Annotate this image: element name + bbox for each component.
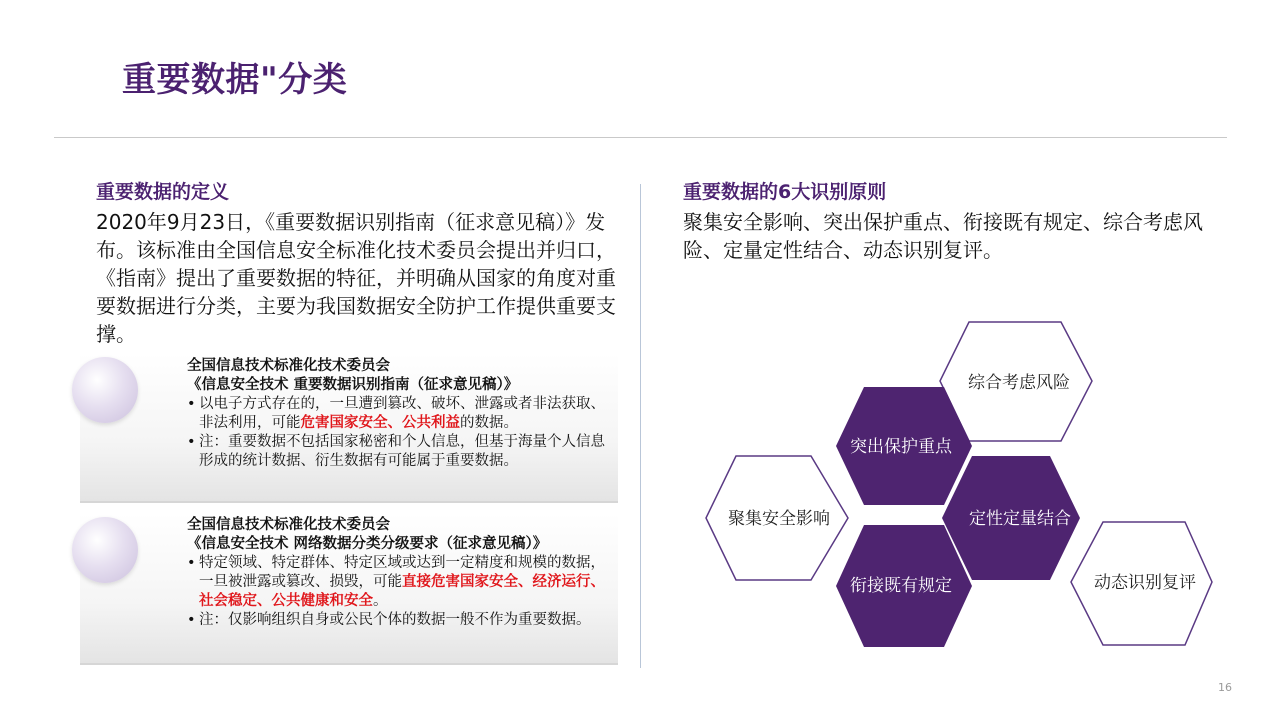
column-divider	[640, 184, 641, 668]
definition-heading: 重要数据的定义	[96, 181, 230, 203]
hex-dynamic-label: 动态识别复评	[1094, 573, 1196, 593]
hex-risk	[940, 322, 1092, 441]
page-title: 重要数据"分类	[122, 60, 348, 100]
principles-paragraph: 聚集安全影响、突出保护重点、衔接既有规定、综合考虑风险、定量定性结合、动态识别复评。	[683, 210, 1203, 262]
card-doc-title: 《信息安全技术 网络数据分类分级要求（征求意见稿）》	[187, 536, 548, 552]
hex-focus-label: 突出保护重点	[850, 437, 952, 457]
hex-link-label: 衔接既有规定	[850, 576, 952, 596]
hex-dynamic	[1071, 522, 1212, 645]
card-org: 全国信息技术标准化技术委员会	[187, 358, 390, 374]
title-divider	[54, 137, 1227, 138]
card-org: 全国信息技术标准化技术委员会	[187, 517, 390, 533]
definition-paragraph: 2020年9月23日，《重要数据识别指南（征求意见稿）》发布。该标准由全国信息安全标准化技术委员会提出并归口，《指南》提出了重要数据的特征，并明确从国家的角度对重要数据进行分类，主要为我国数据安全防护工作提供重要支撑。	[96, 210, 616, 346]
hex-risk-label: 综合考虑风险	[968, 373, 1070, 393]
hex-link	[836, 525, 972, 647]
hex-aggregate	[706, 456, 848, 580]
card-bullet: • 注：重要数据不包括国家秘密和个人信息，但基于海量个人信息形成的统计数据、衍生数据有可能属于重要数据。	[187, 434, 605, 469]
page-number: 16	[1218, 681, 1232, 694]
card-doc-title: 《信息安全技术 重要数据识别指南（征求意见稿）》	[187, 377, 519, 393]
standard-card-1-text	[187, 357, 607, 471]
standard-card-2-text	[187, 516, 612, 630]
hex-aggregate-label: 聚集安全影响	[728, 509, 830, 529]
principles-heading: 重要数据的6大识别原则	[683, 181, 887, 203]
hex-combine	[942, 456, 1080, 580]
card-bullet: • 注：仅影响组织自身或公民个体的数据一般不作为重要数据。	[187, 612, 591, 628]
card-bullet: • 以电子方式存在的，一旦遭到篡改、破坏、泄露或者非法获取、非法利用，可能危害国家安全、公共利益的数据。	[187, 396, 605, 431]
principles-hexagon-diagram	[690, 310, 1230, 660]
hex-combine-label: 定性定量结合	[969, 509, 1071, 529]
card-circle-decoration	[72, 517, 138, 583]
card-bullet: • 特定领域、特定群体、特定区域或达到一定精度和规模的数据，一旦被泄露或篡改、损毁，可能直接危害国家安全、经济运行、社会稳定、公共健康和安全。	[187, 555, 605, 609]
card-circle-decoration	[72, 357, 138, 423]
hex-focus	[836, 387, 972, 505]
